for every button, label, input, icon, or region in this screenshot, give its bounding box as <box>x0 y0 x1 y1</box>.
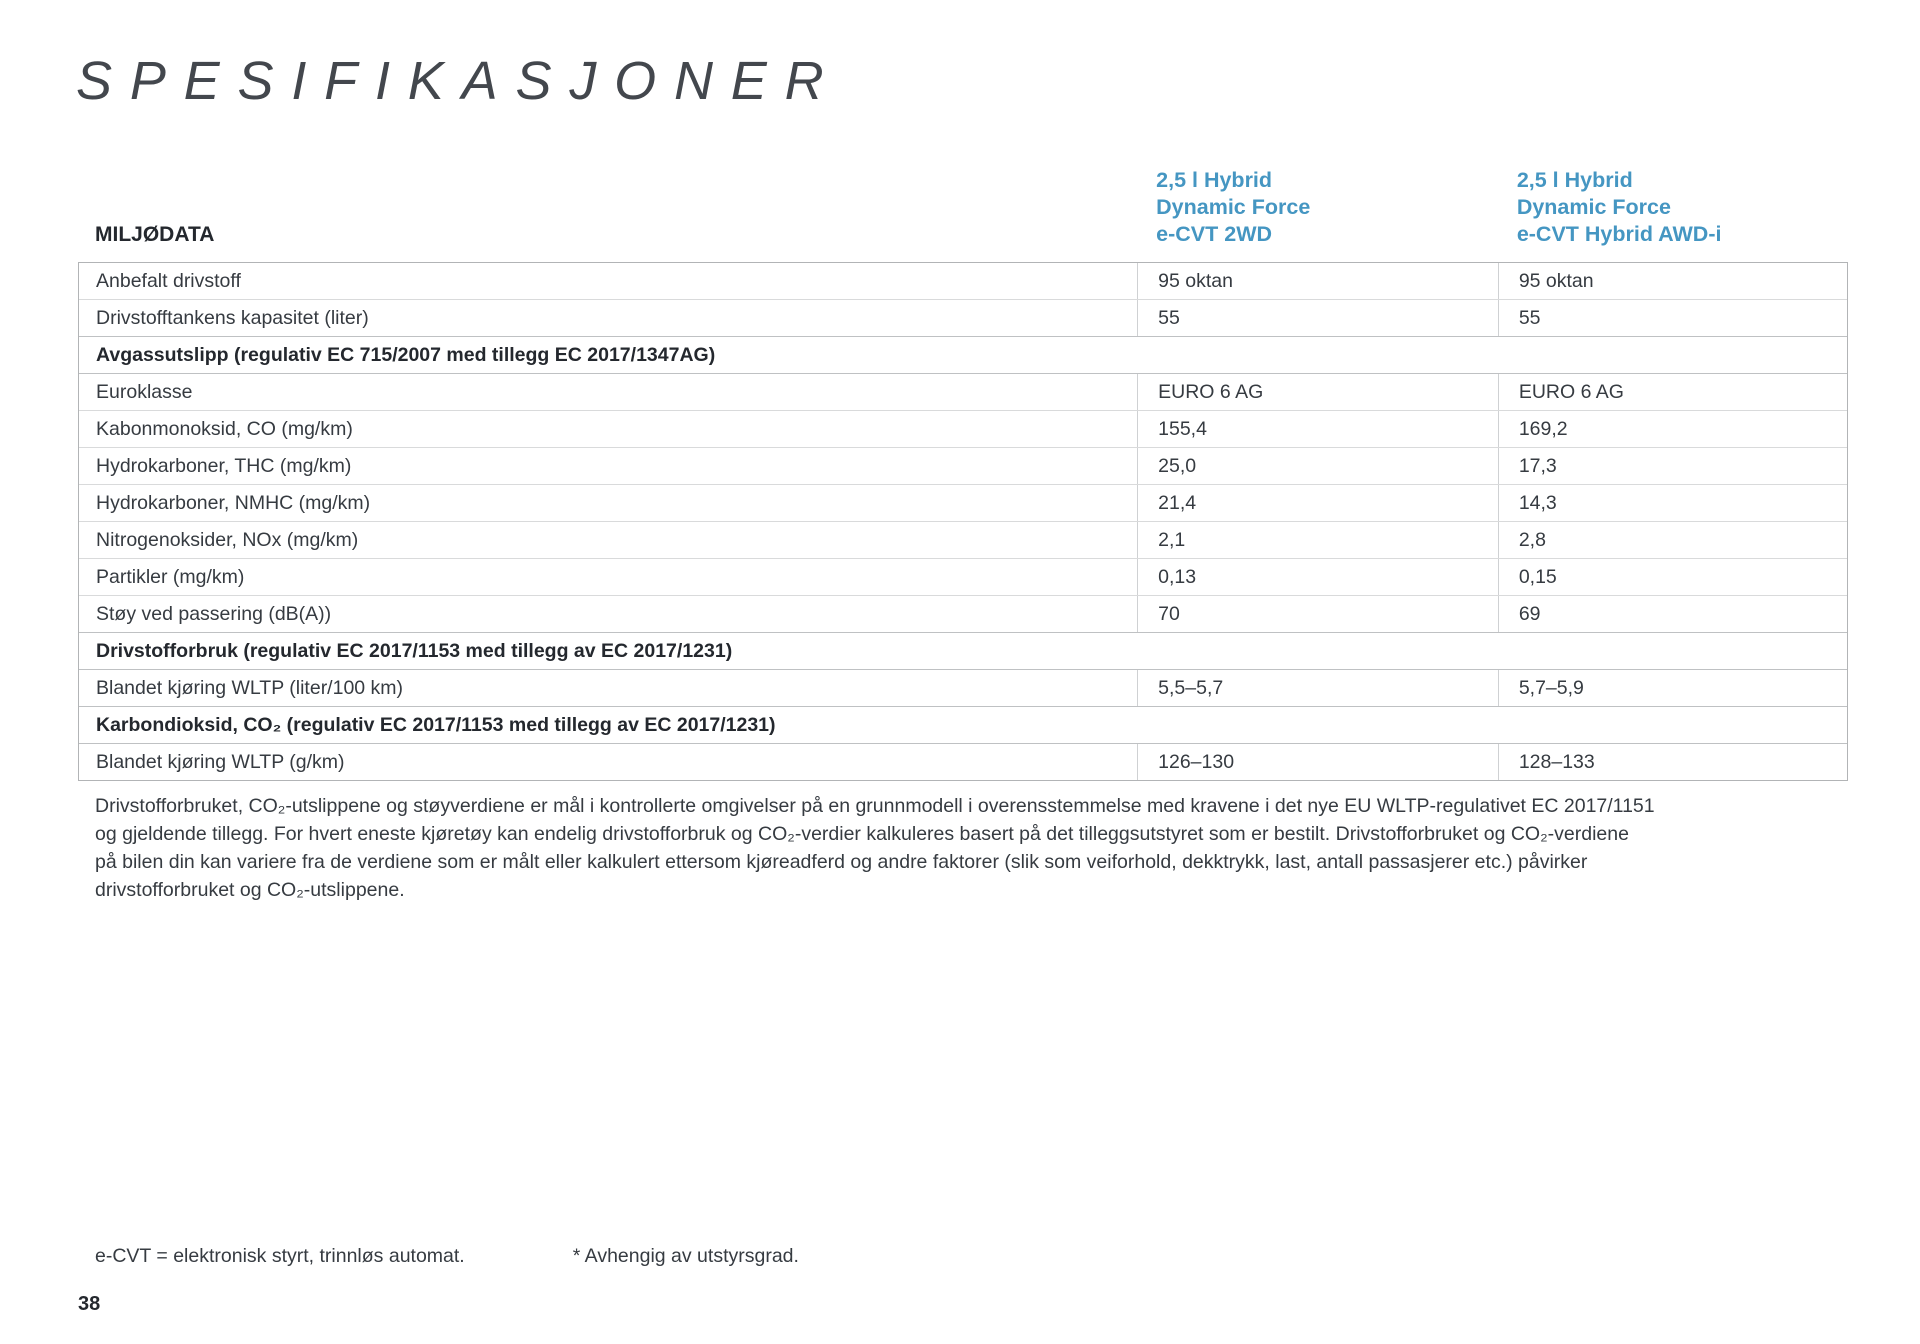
specifications-table <box>78 262 1848 781</box>
value-ecvt-2wd: 25,0 <box>1137 448 1498 484</box>
row-label: Drivstofftankens kapasitet (liter) <box>96 306 369 329</box>
value-ecvt-awd-i: 169,2 <box>1498 411 1847 447</box>
section-label: Drivstofforbruk (regulativ EC 2017/1153 med tillegg av EC 2017/1231) <box>96 639 733 662</box>
value-ecvt-awd-i: 55 <box>1498 300 1847 336</box>
table-section-row <box>79 706 1847 743</box>
row-label: Støy ved passering (dB(A)) <box>96 602 332 625</box>
table-row <box>79 558 1847 595</box>
disclaimer-line: drivstofforbruket og CO₂-utslippene. <box>95 879 405 901</box>
wltp-disclaimer <box>95 792 1655 904</box>
column-header-line: e-CVT Hybrid AWD-i <box>1516 222 1722 246</box>
value-ecvt-2wd: 2,1 <box>1137 522 1498 558</box>
value-ecvt-awd-i: 0,15 <box>1498 559 1847 595</box>
value-ecvt-awd-i: 17,3 <box>1498 448 1847 484</box>
footnote-asterisk: * Avhengig av utstyrsgrad. <box>572 1245 799 1267</box>
value-ecvt-awd-i: 128–133 <box>1498 744 1847 780</box>
disclaimer-line: og gjeldende tillegg. For hvert eneste kjøretøy kan endelig drivstofforbruk og CO₂-verdier kalkuleres basert på det tilleggsutstyret som er bestilt. Drivstofforbruket og CO₂-verdiene <box>95 823 1629 845</box>
value-ecvt-2wd: EURO 6 AG <box>1137 374 1498 410</box>
value-ecvt-2wd: 5,5–5,7 <box>1137 670 1498 706</box>
disclaimer-line: Drivstofforbruket, CO₂-utslippene og støyverdiene er mål i kontrollerte omgivelser på en grunnmodell i overensstemmelse med kravene i det nye EU WLTP-regulativet EC 2017/1151 <box>95 795 1655 817</box>
column-header-line: Dynamic Force <box>1156 195 1311 219</box>
row-label: Euroklasse <box>96 380 193 403</box>
row-label: Nitrogenoksider, NOx (mg/km) <box>96 528 359 551</box>
row-label: Partikler (mg/km) <box>96 565 245 588</box>
table-row <box>79 373 1847 410</box>
column-header-line: 2,5 l Hybrid <box>1516 168 1633 192</box>
table-row <box>79 595 1847 632</box>
footnotes <box>95 1245 799 1268</box>
value-ecvt-2wd: 0,13 <box>1137 559 1498 595</box>
table-row <box>79 521 1847 558</box>
value-ecvt-2wd: 95 oktan <box>1137 263 1498 299</box>
environment-data-heading: MILJØDATA <box>95 223 215 246</box>
section-label: Avgassutslipp (regulativ EC 715/2007 med tillegg EC 2017/1347AG) <box>96 343 716 366</box>
value-ecvt-awd-i: EURO 6 AG <box>1498 374 1847 410</box>
table-section-row <box>79 632 1847 669</box>
table-row <box>79 669 1847 706</box>
column-header-line: 2,5 l Hybrid <box>1156 168 1273 192</box>
value-ecvt-2wd: 126–130 <box>1137 744 1498 780</box>
column-header-ecvt-awd-i <box>1497 167 1846 262</box>
row-label: Blandet kjøring WLTP (liter/100 km) <box>96 676 404 699</box>
value-ecvt-awd-i: 5,7–5,9 <box>1498 670 1847 706</box>
table-row <box>79 447 1847 484</box>
section-label: Karbondioksid, CO₂ (regulativ EC 2017/1153 med tillegg av EC 2017/1231) <box>96 713 776 736</box>
table-row <box>79 484 1847 521</box>
column-header-ecvt-2wd <box>1136 167 1497 262</box>
value-ecvt-2wd: 70 <box>1137 596 1498 632</box>
table-row <box>79 299 1847 336</box>
table-section-row <box>79 336 1847 373</box>
row-label: Kabonmonoksid, CO (mg/km) <box>96 417 353 440</box>
value-ecvt-awd-i: 2,8 <box>1498 522 1847 558</box>
column-header-line: Dynamic Force <box>1516 195 1671 219</box>
disclaimer-line: på bilen din kan variere fra de verdiene som er målt eller kalkulert ettersom kjøreadferd og andre faktorer (slik som veiforhold, dekktrykk, last, antall passasjerer etc.) påvirker <box>95 851 1588 873</box>
row-label: Blandet kjøring WLTP (g/km) <box>96 750 345 773</box>
row-label: Hydrokarboner, THC (mg/km) <box>96 454 352 477</box>
value-ecvt-2wd: 21,4 <box>1137 485 1498 521</box>
row-label: Anbefalt drivstoff <box>96 269 241 292</box>
page-title: SPESIFIKASJONER <box>76 51 842 111</box>
column-header-line: e-CVT 2WD <box>1156 222 1273 246</box>
footnote-ecvt: e-CVT = elektronisk styrt, trinnløs automat. <box>95 1245 465 1267</box>
row-label: Hydrokarboner, NMHC (mg/km) <box>96 491 371 514</box>
value-ecvt-awd-i: 95 oktan <box>1498 263 1847 299</box>
table-row <box>79 743 1847 780</box>
table-row <box>79 410 1847 447</box>
value-ecvt-2wd: 55 <box>1137 300 1498 336</box>
table-row <box>79 263 1847 299</box>
page-number: 38 <box>78 1293 101 1315</box>
value-ecvt-awd-i: 69 <box>1498 596 1847 632</box>
value-ecvt-2wd: 155,4 <box>1137 411 1498 447</box>
value-ecvt-awd-i: 14,3 <box>1498 485 1847 521</box>
table-header <box>78 150 1846 262</box>
